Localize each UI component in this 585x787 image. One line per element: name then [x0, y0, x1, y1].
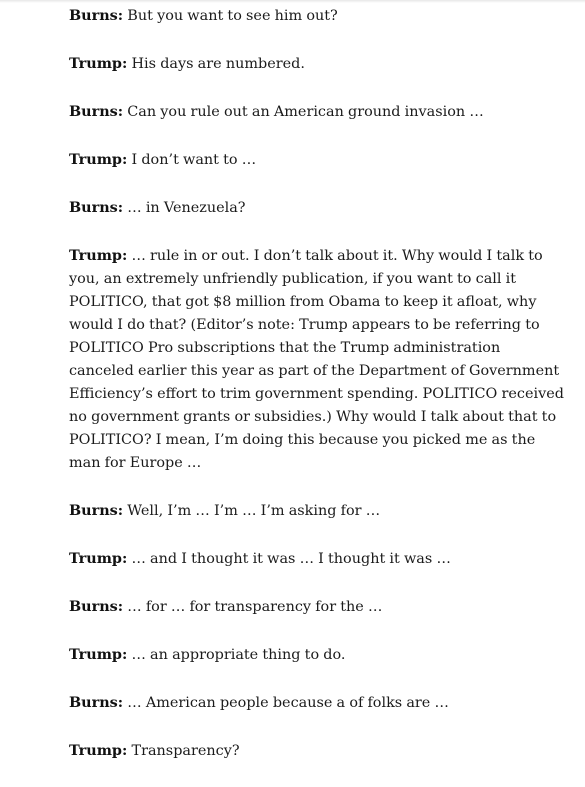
top-edge-shadow [0, 0, 585, 3]
line-text: … an appropriate thing to do. [127, 647, 346, 663]
speaker-name: Burns: [69, 103, 124, 120]
speaker-name: Burns: [69, 199, 124, 216]
line-text: … in Venezuela? [123, 200, 246, 216]
line-text: … American people because a of folks are … [123, 695, 449, 711]
line-text: Transparency? [127, 743, 240, 759]
speaker-name: Trump: [69, 646, 128, 663]
speaker-name: Burns: [69, 598, 124, 615]
speaker-name: Trump: [69, 247, 128, 264]
transcript-line [69, 148, 569, 172]
line-text: I don’t want to … [127, 152, 257, 168]
transcript-line [69, 100, 569, 124]
speaker-name: Trump: [69, 151, 128, 168]
transcript-line [69, 691, 569, 715]
transcript-line [69, 499, 569, 523]
transcript-line [69, 52, 569, 76]
transcript-line [69, 595, 569, 619]
speaker-name: Burns: [69, 7, 124, 24]
speaker-name: Burns: [69, 502, 124, 519]
line-text: … rule in or out. I don’t talk about it. Why would I talk to you, an extremely unfriendly publication, if you want to call it POLITICO, that got $8 million from Obama to keep it afloat, why would I do that? (Editor’s note: Trump appears to be referring to POLITICO Pro subscriptions that the Trump administration canceled earlier this year as part of the Department of Government Efficiency’s effort to trim government spending. POLITICO received no government grants or subsidies.) Why would I talk about that to POLITICO? I mean, I’m doing this because you picked me as the man for Europe … [69, 248, 564, 471]
speaker-name: Burns: [69, 694, 124, 711]
line-text: Can you rule out an American ground invasion … [123, 104, 484, 120]
line-text: Well, I’m … I’m … I’m asking for … [123, 503, 381, 519]
transcript-line [69, 244, 569, 475]
interview-transcript [69, 4, 569, 787]
line-text: … for … for transparency for the … [123, 599, 383, 615]
speaker-name: Trump: [69, 55, 128, 72]
speaker-name: Trump: [69, 742, 128, 759]
line-text: His days are numbered. [127, 56, 305, 72]
transcript-line [69, 196, 569, 220]
line-text: … and I thought it was … I thought it was … [127, 551, 451, 567]
transcript-line [69, 547, 569, 571]
transcript-line [69, 4, 569, 28]
transcript-line [69, 643, 569, 667]
speaker-name: Trump: [69, 550, 128, 567]
line-text: But you want to see him out? [123, 8, 338, 24]
